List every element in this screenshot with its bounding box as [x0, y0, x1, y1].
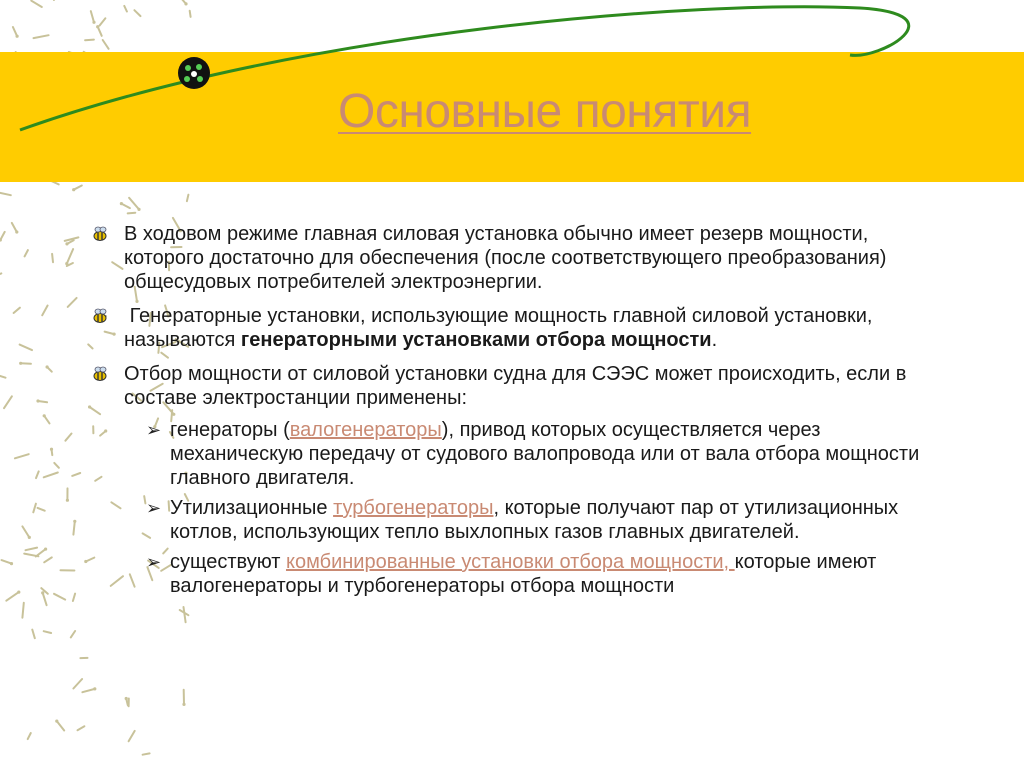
- bullet-item: [92, 222, 952, 294]
- sub-bullet-pre: генераторы (: [170, 419, 290, 441]
- bullet-text: Отбор мощности от силовой установки судна для СЭЭС может происходить, если в составе электростанции применены:: [124, 363, 907, 409]
- bee-icon: [92, 308, 108, 324]
- bullet-text-bold: генераторными установками отбора мощности: [240, 329, 712, 351]
- arrow-icon: ➢: [146, 420, 162, 440]
- bullet-text: [124, 305, 878, 351]
- sub-bullet-item: [124, 496, 952, 544]
- sub-bullet-pre: существуют: [170, 551, 286, 573]
- turbogenerator-link[interactable]: турбогенераторы: [333, 497, 494, 519]
- bullet-text: В ходовом режиме главная силовая установка обычно имеет резерв мощности, которого достаточно для обеспечения (после соответствующего преобразования) общесудовых потребителей электроэнергии.: [124, 223, 887, 293]
- sub-bullet-post: которые имеют валогенераторы и турбогенераторы отбора мощности: [170, 551, 877, 597]
- bullet-text-suffix: .: [711, 329, 718, 351]
- bee-icon: [92, 226, 108, 242]
- bullet-text-prefix: Генераторные установки, использующие мощность главной силовой установки, называются: [124, 305, 879, 351]
- arrow-icon: ➢: [146, 552, 162, 572]
- bullet-item: [92, 304, 952, 352]
- valogenerator-link[interactable]: валогенераторы: [289, 419, 442, 441]
- sub-bullet-list: [124, 418, 952, 598]
- slide-content: [92, 222, 952, 608]
- bullet-item: [92, 362, 952, 598]
- sub-bullet-post: , которые получают пар от утилизационных котлов, использующих тепло выхлопных газов главных двигателей.: [170, 497, 899, 543]
- sub-bullet-item: [124, 550, 952, 598]
- sub-bullet-post: ), привод которых осуществляется через механическую передачу от судового валопровода или от вала отбора мощности главного двигателя.: [170, 419, 920, 489]
- sub-bullet-item: [124, 418, 952, 490]
- combined-installations-link[interactable]: комбинированные установки отбора мощности,: [285, 551, 735, 573]
- planet-icon: [178, 57, 210, 89]
- arrow-icon: ➢: [146, 498, 162, 518]
- sub-bullet-pre: Утилизационные: [170, 497, 334, 519]
- bee-icon: [92, 366, 108, 382]
- slide-title: Основные понятия: [338, 85, 752, 138]
